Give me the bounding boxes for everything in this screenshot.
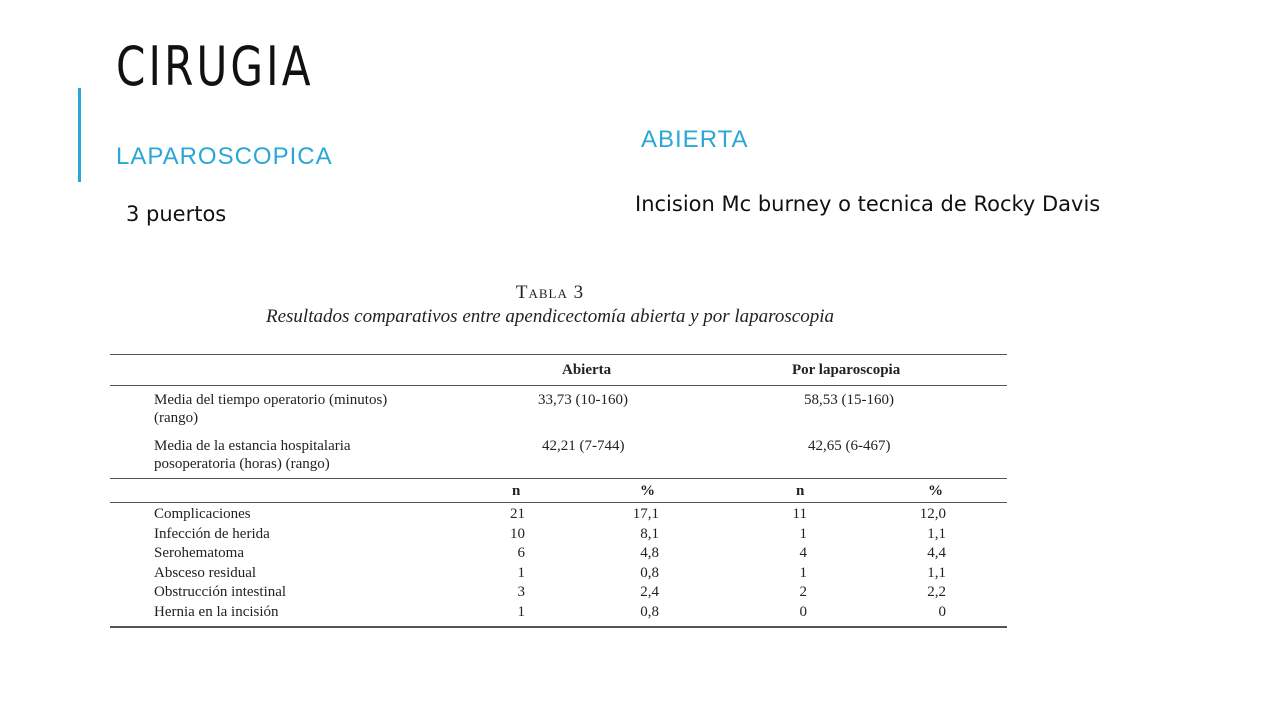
subheader-pct-open: %	[640, 483, 655, 499]
results-table-figure	[110, 282, 1010, 620]
table-rule-mid	[110, 478, 1007, 479]
right-body-text: Incision Mc burney o tecnica de Rocky Davis	[635, 192, 1101, 216]
table-cell-n1: 6	[517, 545, 525, 562]
accent-bar	[78, 88, 81, 182]
col-header-lap: Por laparoscopia	[792, 362, 901, 378]
table-row-label: Obstrucción intestinal	[154, 584, 287, 601]
subheader-n-open: n	[512, 483, 521, 499]
table-row-label: Hernia en la incisión	[154, 604, 279, 620]
table-cell-p2: 12,0	[919, 506, 946, 522]
table-cell-n2: 11	[792, 506, 807, 522]
table-cell-n1: 10	[510, 525, 525, 542]
left-body-text: 3 puertos	[126, 202, 227, 226]
subheader-n-lap: n	[796, 483, 805, 499]
summary-open-value: 33,73 (10-160)	[538, 392, 628, 408]
table-cell-n2: 4	[799, 545, 807, 562]
summary-label: Media de la estancia hospitalaria	[154, 438, 351, 454]
subheader-pct-lap: %	[928, 483, 943, 499]
summary-label: posoperatoria (horas) (rango)	[154, 456, 330, 472]
table-cell-n1: 1	[517, 604, 525, 620]
table-caption-text: Tabla 3	[515, 282, 585, 303]
table-cell-p1: 8,1	[640, 525, 659, 542]
table-cell-p1: 0,8	[640, 564, 659, 581]
table-row-label: Infección de herida	[154, 525, 270, 542]
table-cell-n1: 1	[517, 564, 525, 581]
table-rule-sub	[110, 502, 1007, 503]
table-subcaption: Resultados comparativos entre apendicectomía abierta y por laparoscopia	[266, 306, 834, 327]
table-cell-p2: 1,1	[927, 564, 946, 581]
summary-lap-value: 58,53 (15-160)	[804, 392, 894, 408]
summary-lap-value: 42,65 (6-467)	[808, 438, 891, 454]
table-row-label: Absceso residual	[154, 564, 257, 581]
table-row-label: Complicaciones	[154, 506, 251, 522]
table-cell-n2: 2	[799, 584, 807, 601]
table-cell-p1: 17,1	[632, 506, 659, 522]
table-cell-n2: 0	[799, 604, 807, 620]
right-column-heading: ABIERTA	[641, 126, 749, 153]
slide-title: CIRUGIA	[116, 35, 314, 98]
table-cell-n1: 3	[517, 584, 525, 601]
table-cell-p2: 0	[938, 604, 946, 620]
table-cell-p2: 1,1	[927, 525, 946, 542]
table-cell-p2: 2,2	[927, 584, 946, 601]
table-cell-n1: 21	[510, 506, 525, 522]
table-rule-bottom	[110, 626, 1007, 628]
table-cell-p2: 4,4	[927, 545, 946, 562]
table-cell-p1: 4,8	[640, 545, 659, 562]
table-cell-n2: 1	[799, 564, 807, 581]
summary-open-value: 42,21 (7-744)	[542, 438, 625, 454]
table-cell-n2: 1	[799, 525, 807, 542]
col-header-open: Abierta	[562, 362, 612, 378]
table-caption	[90, 282, 1010, 304]
table-cell-p1: 0,8	[640, 604, 659, 620]
table-rule-top	[110, 354, 1007, 355]
table-row-label: Serohematoma	[154, 545, 244, 562]
slide-subtitle: LAPAROSCOPICA	[116, 143, 333, 170]
table-rule-header	[110, 385, 1007, 386]
table-cell-p1: 2,4	[640, 584, 659, 601]
summary-label: Media del tiempo operatorio (minutos)	[154, 392, 388, 408]
summary-label: (rango)	[154, 410, 199, 426]
